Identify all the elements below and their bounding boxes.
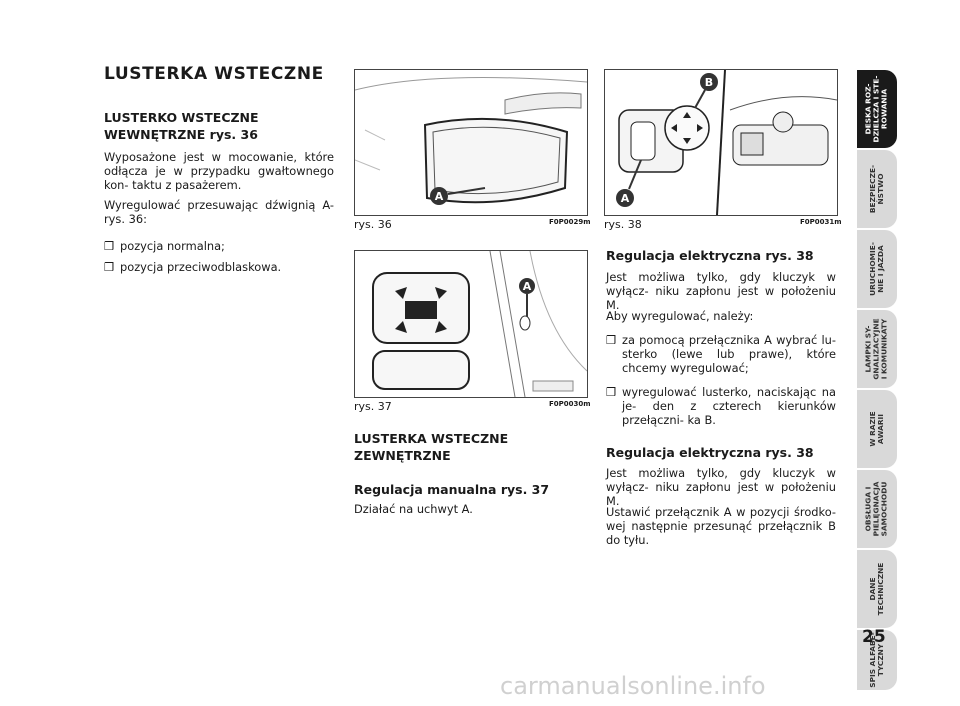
- paragraph: Wyregulować przesuwając dźwignią A- rys. 36:: [104, 198, 334, 227]
- subheading: Regulacja elektryczna rys. 38: [606, 248, 814, 263]
- paragraph: Działać na uchwyt A.: [354, 502, 473, 516]
- figure-code: F0P0029m: [549, 218, 591, 226]
- section-heading-exterior: LUSTERKA WSTECZNE ZEWNĘTRZNE: [354, 431, 509, 463]
- tab-warning-lights[interactable]: LAMPKI SY- GNALIZACYJNE I KOMUNIKATY: [857, 310, 897, 388]
- mirror-switch-illustration: [605, 70, 837, 215]
- interior-mirror-illustration: [355, 70, 587, 215]
- paragraph: Jest możliwa tylko, gdy kluczyk w wyłącz- niku zapłonu jest w położeniu M.: [606, 270, 836, 313]
- tab-emergency[interactable]: W RAZIE AWARII: [857, 390, 897, 468]
- figure-caption: rys. 38: [604, 218, 642, 231]
- figure-code: F0P0031m: [800, 218, 842, 226]
- label-b: B: [704, 76, 714, 89]
- subheading: Regulacja elektryczna rys. 38: [606, 445, 814, 460]
- subheading: Regulacja manualna rys. 37: [354, 482, 550, 497]
- list-item: ❒ za pomocą przełącznika A wybrać lu- sterko (lewe lub prawe), które chcemy wyregulować;: [606, 333, 836, 376]
- figure-caption: rys. 36: [354, 218, 392, 231]
- tab-maintenance[interactable]: OBSŁUGA I PIELĘGNACJA SAMOCHODU: [857, 470, 897, 548]
- figure-caption: rys. 37: [354, 400, 392, 413]
- section-heading-interior: LUSTERKO WSTECZNE WEWNĘTRZNE rys. 36: [104, 110, 259, 142]
- paragraph: Wyposażone jest w mocowanie, które odłącza je w przypadku gwałtownego kon- taktu z pasażerem.: [104, 150, 334, 193]
- list-item: ❒ pozycja normalna;: [104, 239, 225, 253]
- list-item: ❒ wyregulować lusterko, naciskając na je- den z czterech kierunków przełączni- ka B.: [606, 385, 836, 428]
- figure-38: [604, 69, 838, 216]
- tab-technical-data[interactable]: DANE TECHNICZNE: [857, 550, 897, 628]
- list-item: ❒ pozycja przeciwodblaskowa.: [104, 260, 282, 274]
- figure-37: [354, 250, 588, 398]
- figure-36: [354, 69, 588, 216]
- label-a: A: [434, 190, 444, 203]
- tab-starting-driving[interactable]: URUCHOMIE- NIE I JAZDA: [857, 230, 897, 308]
- tab-safety[interactable]: BEZPIECZE- ŃSTWO: [857, 150, 897, 228]
- tab-index[interactable]: SPIS ALFABE- TYCZNY: [857, 630, 897, 690]
- figure-code: F0P0030m: [549, 400, 591, 408]
- tab-dashboard-controls[interactable]: DESKA ROZ- DZIELCZA I STE- ROWANIA: [857, 70, 897, 148]
- label-a: A: [522, 280, 532, 293]
- page-title: LUSTERKA WSTECZNE: [104, 64, 324, 84]
- paragraph: Jest możliwa tylko, gdy kluczyk w wyłącz- niku zapłonu jest w położeniu M.: [606, 466, 836, 509]
- watermark: carmanualsonline.info: [500, 672, 766, 700]
- paragraph: Ustawić przełącznik A w pozycji środko- wej następnie przesunąć przełącznik B do tyłu.: [606, 505, 836, 548]
- paragraph: Aby wyregulować, należy:: [606, 309, 754, 323]
- label-a: A: [620, 192, 630, 205]
- page-number: 25: [862, 627, 886, 647]
- exterior-mirror-illustration: [355, 251, 587, 397]
